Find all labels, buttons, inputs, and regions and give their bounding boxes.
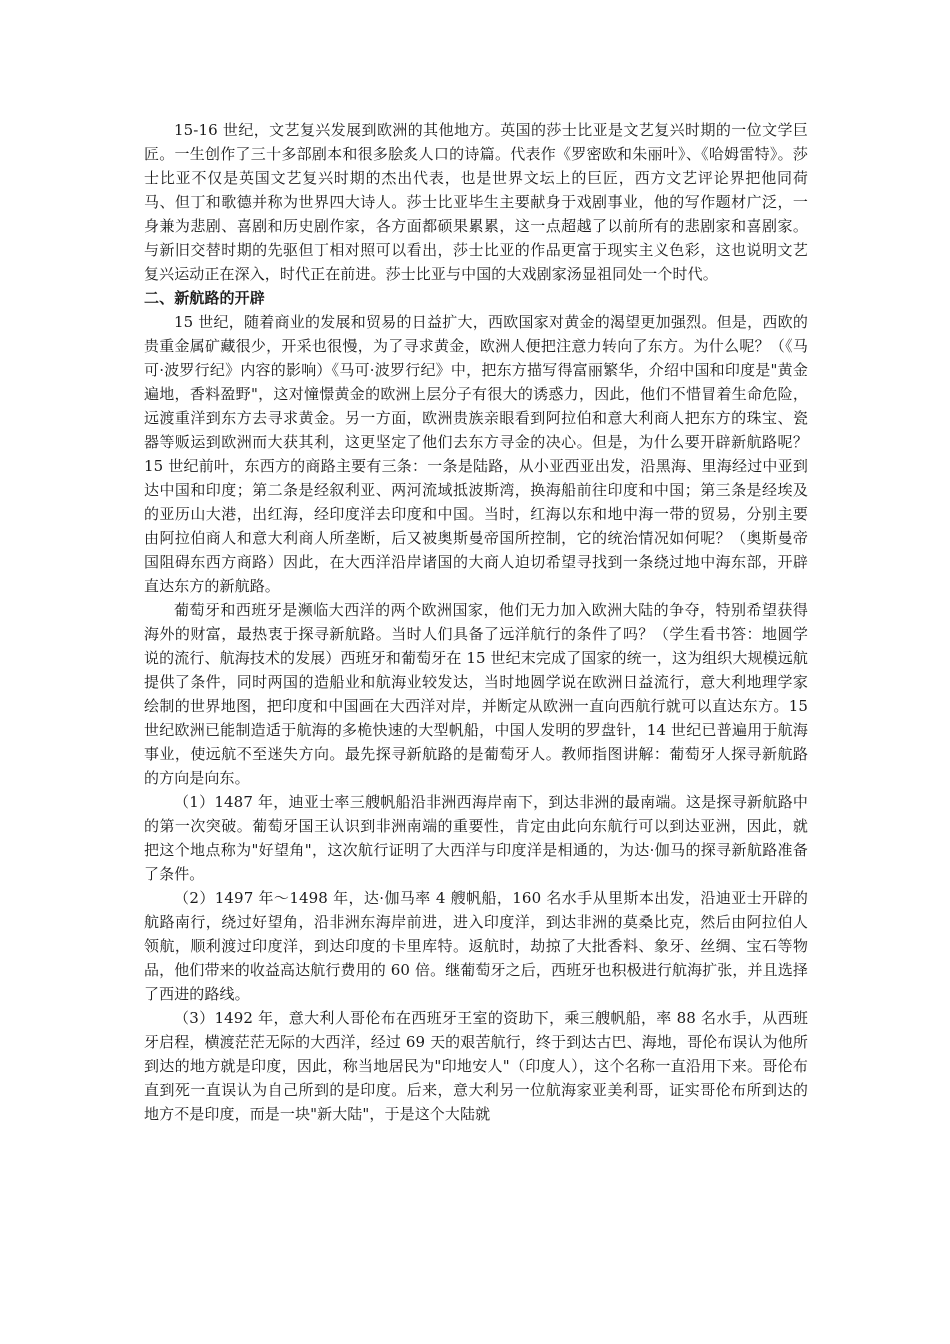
paragraph-dias: （1）1487 年，迪亚士率三艘帆船沿非洲西海岸南下，到达非洲的最南端。这是探寻新航路中的第一次突破。葡萄牙国王认识到非洲南端的重要性，肯定由此向东航行可以到达亚洲，因此，就把这个地点称为"好望角"，这次航行证明了大西洋与印度洋是相通的，为达·伽马的探寻新航路准备了条件。 xyxy=(144,793,808,883)
paragraph-motives: 15 世纪，随着商业的发展和贸易的日益扩大，西欧国家对黄金的渴望更加强烈。但是，西欧的贵重金属矿藏很少，开采也很慢，为了寻求黄金，欧洲人便把注意力转向了东方。为什么呢？（《马可·波罗行纪》内容的影响）《马可·波罗行纪》中，把东方描写得富丽繁华，介绍中国和印度是"黄金遍地，香料盈野"，这对憧憬黄金的欧洲上层分子有很大的诱惑力，因此，他们不惜冒着生命危险，远渡重洋到东方去寻求黄金。另一方面，欧洲贵族亲眼看到阿拉伯和意大利商人把东方的珠宝、瓷器等贩运到欧洲而大获其利，这更坚定了他们去东方寻金的决心。但是，为什么要开辟新航路呢？15 世纪前叶，东西方的商路主要有三条：一条是陆路，从小亚西亚出发，沿黑海、里海经过中亚到达中国和印度；第二条是经叙利亚、两河流域抵波斯湾，换海船前往印度和中国；第三条是经埃及的亚历山大港，出红海，经印度洋去印度和中国。当时，红海以东和地中海一带的贸易，分别主要由阿拉伯商人和意大利商人所垄断，后又被奥斯曼帝国所控制，它的统治情况如何呢？（奥斯曼帝国阻碍东西方商路）因此，在大西洋沿岸诸国的大商人迫切希望寻找到一条绕过地中海东部，开辟直达东方的新航路。 xyxy=(144,313,808,595)
document-page xyxy=(144,118,808,1126)
paragraph-portugal-spain: 葡萄牙和西班牙是濒临大西洋的两个欧洲国家，他们无力加入欧洲大陆的争夺，特别希望获得海外的财富，最热衷于探寻新航路。当时人们具备了远洋航行的条件了吗？（学生看书答：地圆学说的流行、航海技术的发展）西班牙和葡萄牙在 15 世纪末完成了国家的统一，这为组织大规模远航提供了条件，同时两国的造船业和航海业较发达，当时地圆学说在欧洲日益流行，意大利地理学家绘制的世界地图，把印度和中国画在大西洋对岸，并断定从欧洲一直向西航行就可以直达东方。15 世纪欧洲已能制造适于航海的多桅快速的大型帆船，中国人发明的罗盘针，14 世纪已普遍用于航海事业，使远航不至迷失方向。最先探寻新航路的是葡萄牙人。教师指图讲解：葡萄牙人探寻新航路的方向是向东。 xyxy=(144,601,808,787)
paragraph-shakespeare: 15-16 世纪，文艺复兴发展到欧洲的其他地方。英国的莎士比亚是文艺复兴时期的一位文学巨匠。一生创作了三十多部剧本和很多脍炙人口的诗篇。代表作《罗密欧和朱丽叶》、《哈姆雷特》。莎士比亚不仅是英国文艺复兴时期的杰出代表，也是世界文坛上的巨匠，西方文艺评论界把他同荷马、但丁和歌德并称为世界四大诗人。莎士比亚毕生主要献身于戏剧事业，他的写作题材广泛，一身兼为悲剧、喜剧和历史剧作家，各方面都硕果累累，这一点超越了以前所有的悲剧家和喜剧家。与新旧交替时期的先驱但丁相对照可以看出，莎士比亚的作品更富于现实主义色彩，这也说明文艺复兴运动正在深入，时代正在前进。莎士比亚与中国的大戏剧家汤显祖同处一个时代。 xyxy=(144,121,808,283)
section-heading: 二、新航路的开辟 xyxy=(144,289,265,307)
paragraph-columbus: （3）1492 年，意大利人哥伦布在西班牙王室的资助下，乘三艘帆船，率 88 名水手，从西班牙启程，横渡茫茫无际的大西洋，经过 69 天的艰苦航行，终于到达古巴、海地，哥伦布误认为他所到达的地方就是印度，因此，称当地居民为"印地安人"（印度人），这个名称一直沿用下来。哥伦布直到死一直误认为自己所到的是印度。后来，意大利另一位航海家亚美利哥，证实哥伦布所到达的地方不是印度，而是一块"新大陆"，于是这个大陆就 xyxy=(144,1009,808,1123)
paragraph-da-gama: （2）1497 年～1498 年，达·伽马率 4 艘帆船，160 名水手从里斯本出发，沿迪亚士开辟的航路南行，绕过好望角，沿非洲东海岸前进，进入印度洋，到达非洲的莫桑比克，然后由阿拉伯人领航，顺利渡过印度洋，到达印度的卡里库特。返航时，劫掠了大批香料、象牙、丝绸、宝石等物品，他们带来的收益高达航行费用的 60 倍。继葡萄牙之后，西班牙也积极进行航海扩张，并且选择了西进的路线。 xyxy=(144,889,808,1003)
